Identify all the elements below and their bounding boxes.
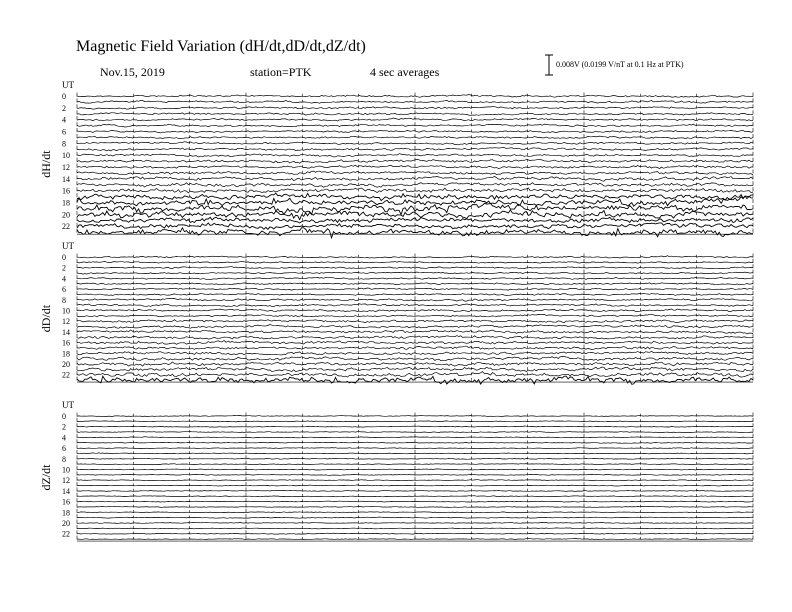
hour-tick-label: 8 xyxy=(62,295,66,305)
hour-tick-label: 22 xyxy=(62,370,70,380)
hour-tick-label: 4 xyxy=(62,115,66,125)
hour-tick-label: 14 xyxy=(62,486,70,496)
station-label: station=PTK xyxy=(250,65,312,79)
hour-tick-label: 8 xyxy=(62,139,66,149)
hour-tick-label: 4 xyxy=(62,274,66,284)
averaging-label: 4 sec averages xyxy=(370,65,440,79)
hour-tick-label: 10 xyxy=(62,465,70,475)
hour-tick-label: 2 xyxy=(62,422,66,432)
hour-tick-label: 14 xyxy=(62,174,70,184)
panel-dD-dt xyxy=(39,241,753,384)
hour-tick-label: 10 xyxy=(62,306,70,316)
hour-tick-label: 12 xyxy=(62,476,70,486)
ut-axis-label: UT xyxy=(62,80,74,90)
hour-tick-label: 0 xyxy=(62,412,66,421)
hour-tick-label: 6 xyxy=(62,285,66,295)
hour-tick-label: 20 xyxy=(62,210,70,220)
hour-tick-label: 14 xyxy=(62,327,70,337)
panel-dH-dt xyxy=(39,80,753,238)
hour-tick-label: 20 xyxy=(62,519,70,528)
scale-bar xyxy=(545,55,553,75)
hour-tick-label: 10 xyxy=(62,151,70,161)
hour-tick-label: 22 xyxy=(62,529,70,539)
hour-tick-label: 18 xyxy=(62,349,70,359)
hour-tick-label: 18 xyxy=(62,508,70,518)
hour-tick-label: 8 xyxy=(62,454,66,464)
hour-tick-label: 18 xyxy=(62,198,70,208)
y-axis-label: dH/dt xyxy=(39,150,53,178)
hour-tick-label: 16 xyxy=(62,186,70,196)
y-axis-label: dD/dt xyxy=(39,304,53,333)
hour-tick-label: 6 xyxy=(62,127,66,137)
hour-tick-label: 22 xyxy=(62,222,70,232)
hour-tick-label: 12 xyxy=(62,317,70,327)
ut-axis-label: UT xyxy=(62,241,74,251)
hour-tick-label: 12 xyxy=(62,163,70,173)
panel-dZ-dt xyxy=(39,400,753,541)
hour-tick-label: 16 xyxy=(62,338,70,348)
hour-tick-label: 2 xyxy=(62,263,66,273)
hour-tick-label: 16 xyxy=(62,497,70,507)
chart-title: Magnetic Field Variation (dH/dt,dD/dt,dZ/dt) xyxy=(76,38,366,55)
scale-bar-label: 0.008V (0.0199 V/nT at 0.1 Hz at PTK) xyxy=(556,60,684,69)
hour-tick-label: 2 xyxy=(62,103,66,113)
hour-tick-label: 6 xyxy=(62,444,66,454)
y-axis-label: dZ/dt xyxy=(39,464,53,491)
hour-tick-label: 20 xyxy=(62,360,70,369)
date-label: Nov.15, 2019 xyxy=(100,65,165,79)
ut-axis-label: UT xyxy=(62,400,74,410)
hour-tick-label: 0 xyxy=(62,253,66,262)
hour-tick-label: 0 xyxy=(62,92,66,101)
hour-tick-label: 4 xyxy=(62,433,66,443)
